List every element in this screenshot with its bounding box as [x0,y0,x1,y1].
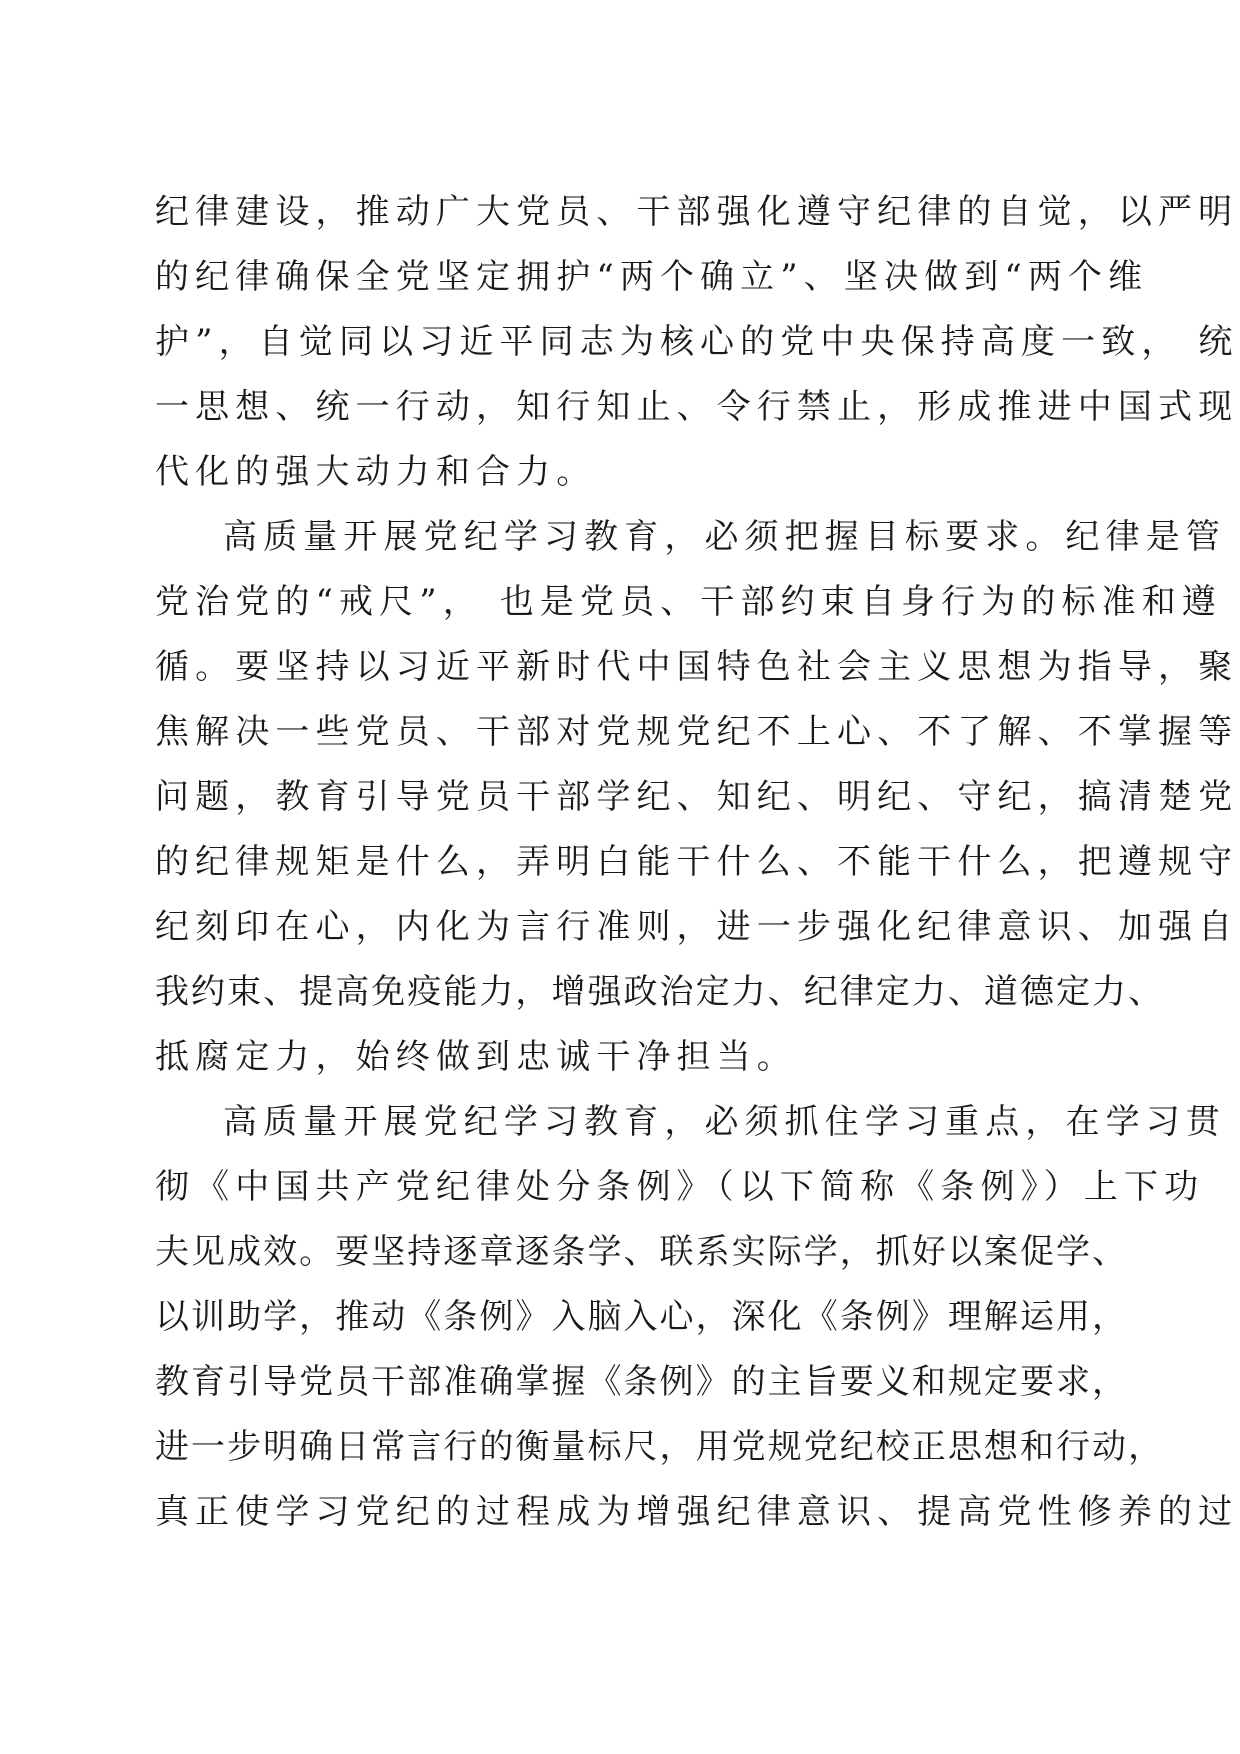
text-line: 纪刻印在心，内化为言行准则，进一步强化纪律意识、加强自 [155,907,1239,947]
text-line: 教育引导党员干部准确掌握《条例》的主旨要义和规定要求， [155,1362,1129,1402]
body-text [155,180,1239,1545]
text-line: 一思想、统一行动，知行知止、令行禁止，形成推进中国式现 [155,387,1239,427]
text-line: 我约束、提高免疫能力，增强政治定力、纪律定力、道德定力、 [155,972,1165,1012]
text-line: 循。要坚持以习近平新时代中国特色社会主义思想为指导，聚 [155,647,1239,687]
text-line: 纪律建设，推动广大党员、干部强化遵守纪律的自觉，以严明 [155,192,1239,232]
paragraph-start-line: 高质量开展党纪学习教育，必须把握目标要求。纪律是管 [223,517,1226,557]
text-line: 真正使学习党纪的过程成为增强纪律意识、提高党性修养的过 [155,1492,1239,1532]
text-line: 焦解决一些党员、干部对党规党纪不上心、不了解、不掌握等 [155,712,1239,752]
text-line: 的纪律确保全党坚定拥护“两个确立”、坚决做到“两个维 [155,257,1149,297]
text-line: 以训助学，推动《条例》入脑入心，深化《条例》理解运用， [155,1297,1129,1337]
text-line: 进一步明确日常言行的衡量标尺，用党规党纪校正思想和行动， [155,1427,1165,1467]
text-line: 夫见成效。要坚持逐章逐条学、联系实际学，抓好以案促学、 [155,1232,1129,1272]
text-line: 代化的强大动力和合力。 [155,452,597,492]
text-line: 护”，自觉同以习近平同志为核心的党中央保持高度一致， 统 [155,322,1239,362]
text-line: 问题，教育引导党员干部学纪、知纪、明纪、守纪，搞清楚党 [155,777,1239,817]
text-line: 抵腐定力，始终做到忠诚干净担当。 [155,1037,797,1077]
paragraph-start-line: 高质量开展党纪学习教育，必须抓住学习重点，在学习贯 [223,1102,1226,1142]
text-line: 的纪律规矩是什么，弄明白能干什么、不能干什么，把遵规守 [155,842,1239,882]
text-line: 彻《中国共产党纪律处分条例》（以下简称《条例》）上下功 [155,1167,1205,1207]
text-line: 党治党的“戒尺”， 也是党员、干部约束自身行为的标准和遵 [155,582,1222,622]
